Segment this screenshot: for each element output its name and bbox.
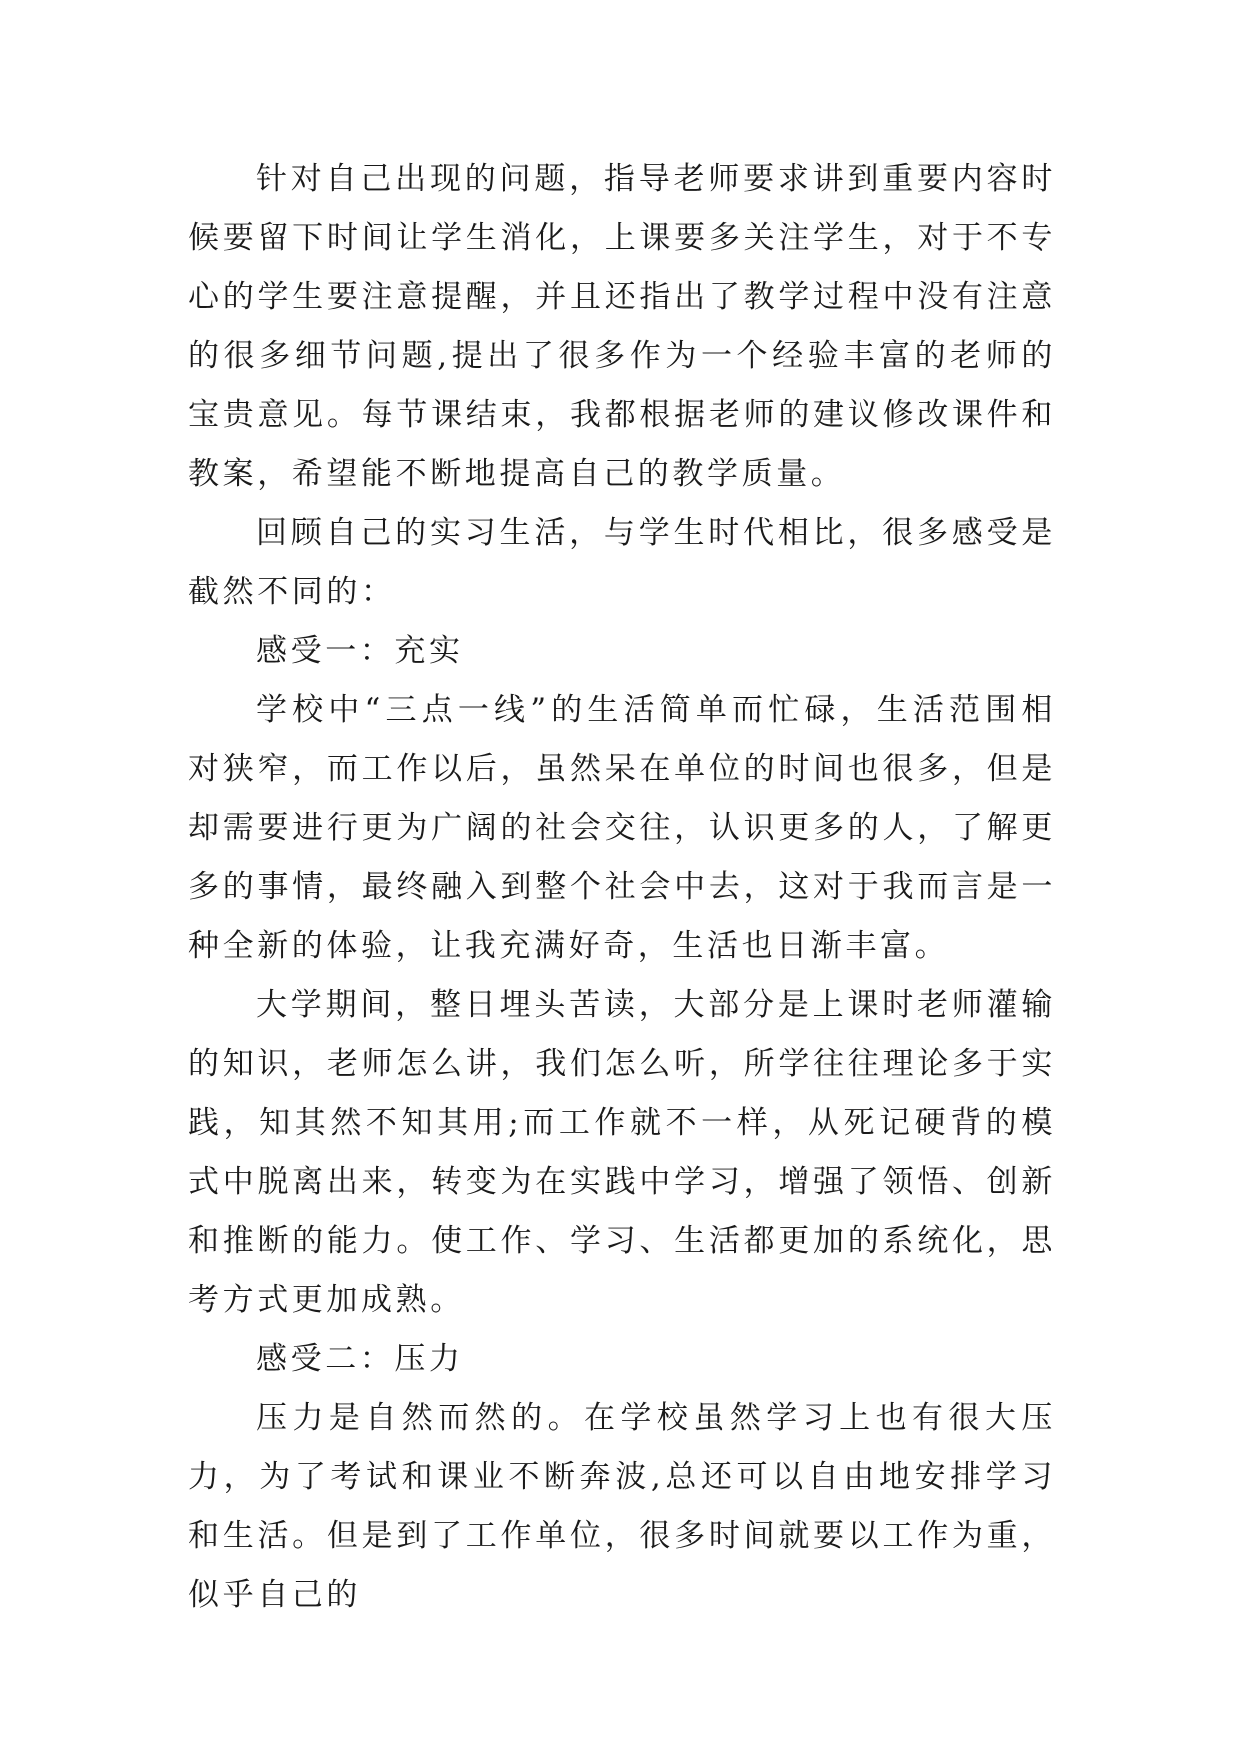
document-body: [188, 150, 1056, 1625]
paragraph-teacher-feedback: 针对自己出现的问题，指导老师要求讲到重要内容时候要留下时间让学生消化，上课要多关注学生，对于不专心的学生要注意提醒，并且还指出了教学过程中没有注意的很多细节问题,提出了很多作为一个经验丰富的老师的宝贵意见。每节课结束，我都根据老师的建议修改课件和教案，希望能不断地提高自己的教学质量。: [188, 161, 1056, 492]
paragraph-university-study: 大学期间，整日埋头苦读，大部分是上课时老师灌输的知识，老师怎么讲，我们怎么听，所学往往理论多于实践，知其然不知其用;而工作就不一样，从死记硬背的模式中脱离出来，转变为在实践中学习，增强了领悟、创新和推断的能力。使工作、学习、生活都更加的系统化，思考方式更加成熟。: [188, 987, 1056, 1318]
paragraph-fulfilling: 学校中“三点一线”的生活简单而忙碌，生活范围相对狭窄，而工作以后，虽然呆在单位的时间也很多，但是却需要进行更为广阔的社会交往，认识更多的人，了解更多的事情，最终融入到整个社会中去，这对于我而言是一种全新的体验，让我充满好奇，生活也日渐丰富。: [188, 692, 1056, 964]
heading-feeling-one: 感受一：充实: [256, 633, 464, 669]
paragraph-internship-review: 回顾自己的实习生活，与学生时代相比，很多感受是截然不同的：: [188, 515, 1056, 610]
heading-feeling-two: 感受二：压力: [256, 1341, 464, 1377]
paragraph-pressure: 压力是自然而然的。在学校虽然学习上也有很大压力，为了考试和课业不断奔波,总还可以自由地安排学习和生活。但是到了工作单位，很多时间就要以工作为重，似乎自己的: [188, 1400, 1056, 1613]
